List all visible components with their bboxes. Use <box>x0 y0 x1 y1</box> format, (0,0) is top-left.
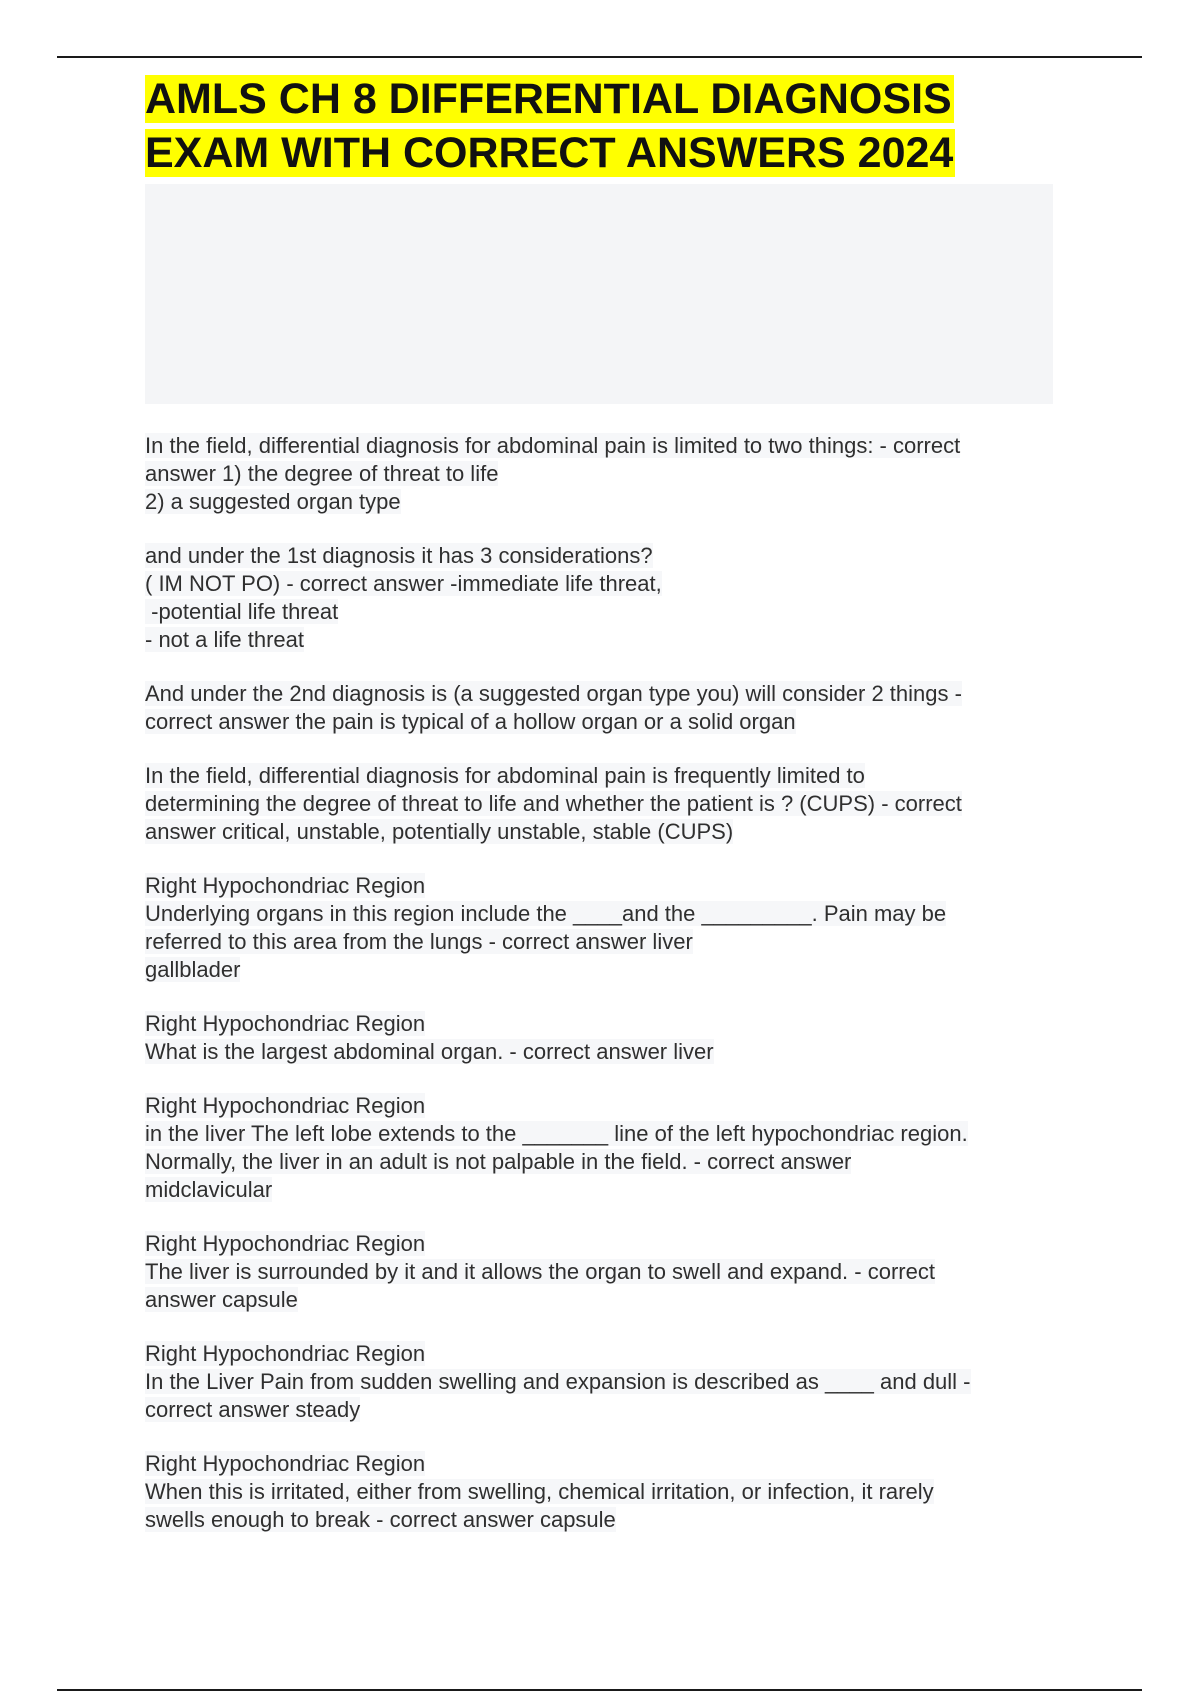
qa-item <box>145 872 1075 984</box>
qa-line <box>145 598 1075 626</box>
qa-line-text: correct answer the pain is typical of a hollow organ or a solid organ <box>145 709 796 734</box>
qa-line-text: Right Hypochondriac Region <box>145 1341 426 1366</box>
qa-line <box>145 900 1075 928</box>
qa-line-text: -potential life threat <box>145 599 339 624</box>
qa-line-text: answer capsule <box>145 1287 298 1312</box>
qa-line-text: Right Hypochondriac Region <box>145 1451 426 1476</box>
qa-line-text: swells enough to break - correct answer capsule <box>145 1507 616 1532</box>
qa-item <box>145 1230 1075 1314</box>
qa-line-text: In the field, differential diagnosis for abdominal pain is frequently limited to <box>145 763 865 788</box>
qa-line <box>145 1230 1075 1258</box>
qa-line-text: 2) a suggested organ type <box>145 489 401 514</box>
qa-item <box>145 762 1075 846</box>
qa-item <box>145 1340 1075 1424</box>
qa-item <box>145 1450 1075 1534</box>
qa-line-text: referred to this area from the lungs - correct answer liver <box>145 929 693 954</box>
bottom-rule <box>57 1689 1142 1691</box>
qa-item <box>145 1092 1075 1204</box>
qa-line <box>145 680 1075 708</box>
qa-line <box>145 1010 1075 1038</box>
qa-line <box>145 1340 1075 1368</box>
qa-line <box>145 542 1075 570</box>
qa-line-text: What is the largest abdominal organ. - correct answer liver <box>145 1039 714 1064</box>
qa-line-text: Underlying organs in this region include the ____and the _________. Pain may be <box>145 901 947 926</box>
qa-line-text: Right Hypochondriac Region <box>145 1093 426 1118</box>
document-title <box>145 72 1055 180</box>
qa-line-text: and under the 1st diagnosis it has 3 considerations? <box>145 543 653 568</box>
title-line-1: AMLS CH 8 DIFFERENTIAL DIAGNOSIS <box>145 75 952 123</box>
qa-line <box>145 460 1075 488</box>
blank-figure-area <box>145 184 1053 404</box>
qa-line <box>145 928 1075 956</box>
qa-item <box>145 680 1075 736</box>
qa-line <box>145 1478 1075 1506</box>
qa-line <box>145 570 1075 598</box>
qa-line <box>145 818 1075 846</box>
qa-line-text: - not a life threat <box>145 627 304 652</box>
qa-line-text: The liver is surrounded by it and it allows the organ to swell and expand. - correct <box>145 1259 935 1284</box>
qa-line-text: And under the 2nd diagnosis is (a suggested organ type you) will consider 2 things - <box>145 681 962 706</box>
question-answer-list <box>145 432 1075 1560</box>
qa-line-text: answer 1) the degree of threat to life <box>145 461 499 486</box>
qa-line-text: determining the degree of threat to life and whether the patient is ? (CUPS) - correct <box>145 791 962 816</box>
qa-line-text: correct answer steady <box>145 1397 361 1422</box>
qa-line-text: in the liver The left lobe extends to the _______ line of the left hypochondriac region. <box>145 1121 968 1146</box>
qa-line <box>145 762 1075 790</box>
qa-line-text: answer critical, unstable, potentially unstable, stable (CUPS) <box>145 819 734 844</box>
qa-line <box>145 1120 1075 1148</box>
qa-item <box>145 432 1075 516</box>
qa-line <box>145 1038 1075 1066</box>
qa-line-text: ( IM NOT PO) - correct answer -immediate life threat, <box>145 571 662 596</box>
qa-line-text: Right Hypochondriac Region <box>145 1011 426 1036</box>
qa-line <box>145 1092 1075 1120</box>
qa-line-text: Right Hypochondriac Region <box>145 873 426 898</box>
qa-line <box>145 872 1075 900</box>
qa-line <box>145 626 1075 654</box>
qa-line <box>145 956 1075 984</box>
qa-line-text: In the Liver Pain from sudden swelling and expansion is described as ____ and dull - <box>145 1369 971 1394</box>
qa-line <box>145 1176 1075 1204</box>
qa-line-text: Right Hypochondriac Region <box>145 1231 426 1256</box>
qa-line-text: In the field, differential diagnosis for abdominal pain is limited to two things: - correct <box>145 433 961 458</box>
qa-item <box>145 1010 1075 1066</box>
qa-line <box>145 1148 1075 1176</box>
qa-line <box>145 488 1075 516</box>
qa-line <box>145 1258 1075 1286</box>
title-line-2: EXAM WITH CORRECT ANSWERS 2024 <box>145 129 954 177</box>
qa-line-text: When this is irritated, either from swelling, chemical irritation, or infection, it rarely <box>145 1479 934 1504</box>
qa-line <box>145 1368 1075 1396</box>
qa-line <box>145 432 1075 460</box>
qa-line <box>145 1396 1075 1424</box>
qa-line <box>145 1286 1075 1314</box>
qa-line <box>145 790 1075 818</box>
qa-line <box>145 708 1075 736</box>
qa-line-text: Normally, the liver in an adult is not palpable in the field. - correct answer <box>145 1149 852 1174</box>
qa-item <box>145 542 1075 654</box>
qa-line <box>145 1450 1075 1478</box>
qa-line-text: gallblader <box>145 957 241 982</box>
qa-line-text: midclavicular <box>145 1177 273 1202</box>
qa-line <box>145 1506 1075 1534</box>
top-rule <box>57 56 1142 58</box>
